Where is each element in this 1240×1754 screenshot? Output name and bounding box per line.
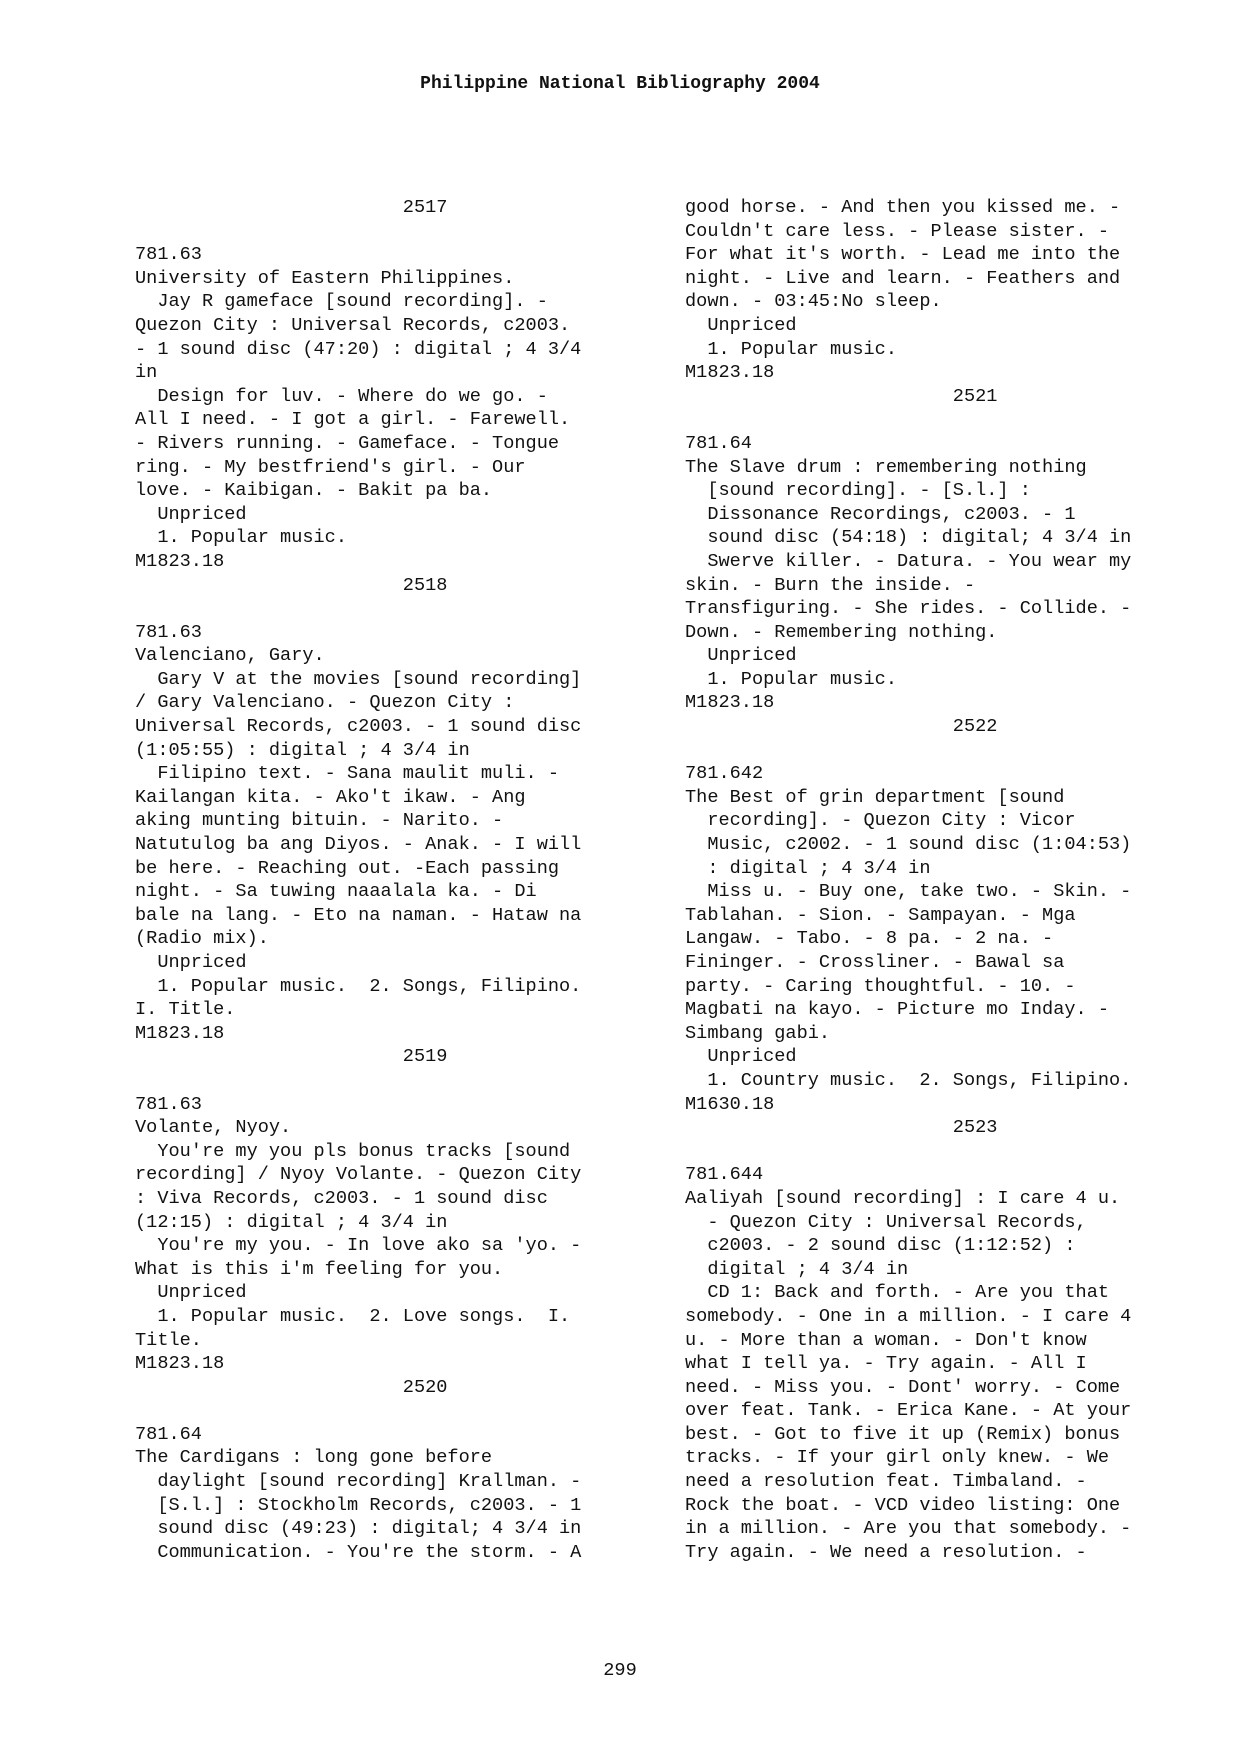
- text-line: [135, 597, 635, 621]
- text-line: Unpriced: [135, 1282, 247, 1304]
- text-line: need. - Miss you. - Dont' worry. - Come: [685, 1376, 1121, 1398]
- text-line: night. - Sa tuwing naaalala ka. - Di: [135, 881, 537, 903]
- text-line: bale na lang. - Eto na naman. - Hataw na: [135, 904, 582, 926]
- text-line: M1823.18: [685, 692, 775, 714]
- text-line: You're my you. - In love ako sa 'yo. -: [135, 1235, 582, 1257]
- text-line: ring. - My bestfriend's girl. - Our: [135, 456, 526, 478]
- text-line: 2519: [135, 1046, 448, 1068]
- text-line: Langaw. - Tabo. - 8 pa. - 2 na. -: [685, 928, 1054, 950]
- text-line: : digital ; 4 3/4 in: [685, 857, 931, 879]
- text-line: best. - Got to five it up (Remix) bonus: [685, 1423, 1121, 1445]
- text-line: daylight [sound recording] Krallman. -: [135, 1471, 582, 1493]
- text-line: M1823.18: [135, 1022, 225, 1044]
- text-line: 1. Popular music. 2. Love songs. I.: [135, 1305, 571, 1327]
- text-line: 1. Popular music.: [135, 527, 348, 549]
- text-line: down. - 03:45:No sleep.: [685, 291, 942, 313]
- text-line: M1630.18: [685, 1093, 775, 1115]
- text-line: 781.63: [135, 1093, 202, 1115]
- text-line: 781.64: [685, 432, 752, 454]
- text-line: [135, 1399, 635, 1423]
- text-line: University of Eastern Philippines.: [135, 267, 515, 289]
- text-line: Unpriced: [135, 952, 247, 973]
- text-line: sound disc (49:23) : digital; 4 3/4 in: [135, 1518, 582, 1540]
- text-line: 781.63: [135, 244, 202, 266]
- text-line: 1. Popular music.: [685, 668, 898, 690]
- page-header: Philippine National Bibliography 2004: [420, 74, 820, 94]
- text-line: Filipino text. - Sana maulit muli. -: [135, 763, 560, 785]
- text-line: 781.642: [685, 763, 764, 785]
- text-line: For what it's worth. - Lead me into the: [685, 244, 1121, 266]
- text-line: in: [135, 362, 158, 384]
- text-line: Tablahan. - Sion. - Sampayan. - Mga: [685, 904, 1076, 926]
- text-line: (1:05:55) : digital ; 4 3/4 in: [135, 739, 470, 761]
- text-line: Dissonance Recordings, c2003. - 1: [685, 503, 1076, 525]
- text-line: 2522: [685, 716, 998, 738]
- text-line: [135, 220, 635, 244]
- right-column: [685, 196, 1185, 1564]
- text-line: CD 1: Back and forth. - Are you that: [685, 1282, 1110, 1304]
- text-line: somebody. - One in a million. - I care 4: [685, 1305, 1132, 1327]
- text-line: [685, 408, 1185, 432]
- text-line: skin. - Burn the inside. -: [685, 574, 976, 596]
- text-line: Unpriced: [685, 314, 797, 336]
- text-line: in a million. - Are you that somebody. -: [685, 1518, 1132, 1540]
- text-line: / Gary Valenciano. - Quezon City :: [135, 692, 515, 714]
- text-line: [135, 1069, 635, 1093]
- text-line: night. - Live and learn. - Feathers and: [685, 267, 1121, 289]
- text-line: love. - Kaibigan. - Bakit pa ba.: [135, 480, 493, 502]
- text-line: Natutulog ba ang Diyos. - Anak. - I will: [135, 834, 582, 856]
- text-line: sound disc (54:18) : digital; 4 3/4 in: [685, 527, 1132, 549]
- text-line: Gary V at the movies [sound recording]: [135, 668, 582, 690]
- text-line: 1. Country music. 2. Songs, Filipino.: [685, 1069, 1132, 1091]
- text-line: Unpriced: [685, 645, 797, 667]
- text-line: Jay R gameface [sound recording]. -: [135, 291, 548, 313]
- text-line: What is this i'm feeling for you.: [135, 1258, 504, 1280]
- text-line: Fininger. - Crossliner. - Bawal sa: [685, 952, 1065, 973]
- text-line: Swerve killer. - Datura. - You wear my: [685, 550, 1132, 572]
- text-line: You're my you pls bonus tracks [sound: [135, 1140, 571, 1162]
- text-line: Magbati na kayo. - Picture mo Inday. -: [685, 999, 1110, 1021]
- text-line: Transfiguring. - She rides. - Collide. -: [685, 598, 1132, 620]
- text-line: tracks. - If your girl only knew. - We: [685, 1447, 1110, 1469]
- page-number: 299: [603, 1660, 637, 1681]
- text-line: 781.64: [135, 1423, 202, 1445]
- text-line: M1823.18: [135, 550, 225, 572]
- text-line: 1. Popular music. 2. Songs, Filipino.: [135, 975, 582, 997]
- text-line: Communication. - You're the storm. - A: [135, 1541, 582, 1563]
- left-column: [135, 196, 635, 1564]
- text-line: be here. - Reaching out. -Each passing: [135, 857, 560, 879]
- text-line: Rock the boat. - VCD video listing: One: [685, 1494, 1121, 1516]
- text-line: [S.l.] : Stockholm Records, c2003. - 1: [135, 1494, 582, 1516]
- text-line: (Radio mix).: [135, 928, 269, 950]
- text-line: Valenciano, Gary.: [135, 645, 325, 667]
- text-line: M1823.18: [685, 362, 775, 384]
- text-line: Miss u. - Buy one, take two. - Skin. -: [685, 881, 1132, 903]
- text-line: recording] / Nyoy Volante. - Quezon City: [135, 1164, 582, 1186]
- text-line: aking munting bituin. - Narito. -: [135, 810, 504, 832]
- text-line: digital ; 4 3/4 in: [685, 1258, 909, 1280]
- text-line: Quezon City : Universal Records, c2003.: [135, 314, 571, 336]
- text-line: Design for luv. - Where do we go. -: [135, 385, 548, 407]
- text-line: good horse. - And then you kissed me. -: [685, 197, 1121, 218]
- text-line: - 1 sound disc (47:20) : digital ; 4 3/4: [135, 338, 582, 360]
- text-line: [sound recording]. - [S.l.] :: [685, 480, 1031, 502]
- text-line: Down. - Remembering nothing.: [685, 621, 998, 643]
- text-line: Music, c2002. - 1 sound disc (1:04:53): [685, 834, 1132, 856]
- text-line: 781.63: [135, 621, 202, 643]
- text-line: Title.: [135, 1329, 202, 1351]
- text-line: [685, 739, 1185, 763]
- text-line: 2517: [135, 197, 448, 218]
- text-line: Simbang gabi.: [685, 1022, 831, 1044]
- text-line: Unpriced: [135, 503, 247, 525]
- text-line: Universal Records, c2003. - 1 sound disc: [135, 716, 582, 738]
- text-line: I. Title.: [135, 999, 236, 1021]
- text-line: over feat. Tank. - Erica Kane. - At your: [685, 1400, 1132, 1422]
- text-line: (12:15) : digital ; 4 3/4 in: [135, 1211, 448, 1233]
- text-line: : Viva Records, c2003. - 1 sound disc: [135, 1187, 548, 1209]
- text-line: recording]. - Quezon City : Vicor: [685, 810, 1076, 832]
- text-line: 2523: [685, 1117, 998, 1139]
- text-line: u. - More than a woman. - Don't know: [685, 1329, 1087, 1351]
- text-line: Aaliyah [sound recording] : I care 4 u.: [685, 1187, 1121, 1209]
- text-line: Kailangan kita. - Ako't ikaw. - Ang: [135, 786, 526, 808]
- text-line: M1823.18: [135, 1353, 225, 1375]
- text-line: The Cardigans : long gone before: [135, 1447, 493, 1469]
- text-line: party. - Caring thoughtful. - 10. -: [685, 975, 1076, 997]
- text-line: Try again. - We need a resolution. -: [685, 1541, 1087, 1563]
- text-line: Couldn't care less. - Please sister. -: [685, 220, 1110, 242]
- text-line: [685, 1140, 1185, 1164]
- text-line: 781.644: [685, 1164, 764, 1186]
- text-line: - Rivers running. - Gameface. - Tongue: [135, 432, 560, 454]
- text-line: Unpriced: [685, 1046, 797, 1068]
- text-line: - Quezon City : Universal Records,: [685, 1211, 1087, 1233]
- text-line: All I need. - I got a girl. - Farewell.: [135, 409, 571, 431]
- text-line: 2518: [135, 574, 448, 596]
- text-line: 1. Popular music.: [685, 338, 898, 360]
- text-line: what I tell ya. - Try again. - All I: [685, 1353, 1087, 1375]
- text-line: need a resolution feat. Timbaland. -: [685, 1471, 1087, 1493]
- text-line: Volante, Nyoy.: [135, 1117, 292, 1139]
- text-line: 2521: [685, 385, 998, 407]
- text-line: 2520: [135, 1376, 448, 1398]
- text-line: The Slave drum : remembering nothing: [685, 456, 1087, 478]
- text-line: The Best of grin department [sound: [685, 786, 1065, 808]
- text-line: c2003. - 2 sound disc (1:12:52) :: [685, 1235, 1076, 1257]
